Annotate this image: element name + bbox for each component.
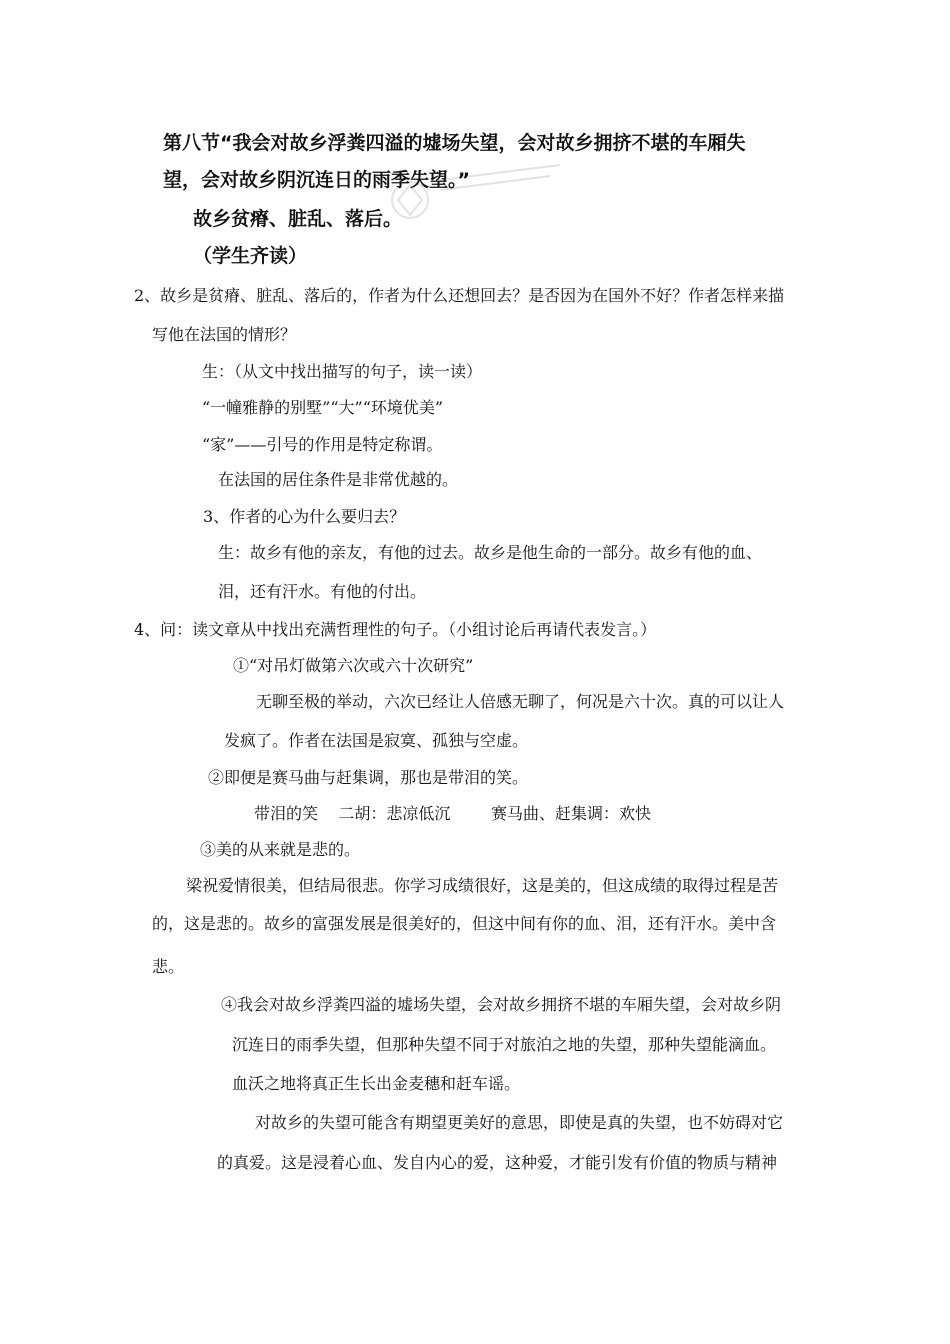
q2-line2: 写他在法国的情形？ [152, 325, 297, 344]
q2-answer1: 生：（从文中找出描写的句子，读一读） [202, 362, 483, 381]
q4-item3: ③美的从来就是悲的。 [200, 840, 361, 859]
q3-line1: 3、作者的心为什么要归去？ [203, 507, 406, 526]
watermark-logo [370, 140, 570, 250]
section8-line4: （学生齐读） [193, 245, 308, 267]
q4-item4: ④我会对故乡浮粪四溢的墟场失望，会对故乡拥挤不堪的车厢失望，会对故乡阴 [221, 995, 782, 1014]
q2-answer4: 在法国的居住条件是非常优越的。 [218, 470, 459, 489]
q4-item3-line3: 悲。 [152, 957, 185, 976]
q4-item4-line3: 对故乡的失望可能含有期望更美好的意思，即使是真的失望，也不妨碍对它 [255, 1113, 784, 1132]
q4-item1-line1: 无聊至极的举动，六次已经让人倍感无聊了，何况是六十次。真的可以让人 [256, 692, 785, 711]
section8-line3: 故乡贫瘠、脏乱、落后。 [193, 208, 403, 230]
q4-item4-line2: 血沃之地将真正生长出金麦穗和赶车谣。 [232, 1074, 521, 1093]
q2-answer2: “一幢雅静的别墅”“大”“环境优美” [202, 398, 444, 417]
q4-item2-line1: 带泪的笑 二胡：悲凉低沉 赛马曲、赶集调：欢快 [254, 804, 652, 823]
q3-answer1: 生：故乡有他的亲友，有他的过去。故乡是他生命的一部分。故乡有他的血、 [218, 543, 763, 562]
q4-line1: 4、问：读文章从中找出充满哲理性的句子。（小组讨论后再请代表发言。） [134, 620, 657, 639]
q3-answer2: 泪，还有汗水。有他的付出。 [218, 582, 427, 601]
q4-item3-line2: 的，这是悲的。故乡的富强发展是很美好的，但这中间有你的血、泪，还有汗水。美中含 [152, 914, 777, 933]
q4-item1: ①“对吊灯做第六次或六十次研究” [233, 656, 474, 675]
q2-line1: 2、故乡是贫瘠、脏乱、落后的，作者为什么还想回去？是否因为在国外不好？作者怎样来描 [134, 286, 785, 305]
q4-item2: ②即便是赛马曲与赶集调，那也是带泪的笑。 [208, 768, 529, 787]
section8-line2: 望，会对故乡阴沉连日的雨季失望。” [163, 169, 470, 191]
q4-item4-line4: 的真爱。这是浸着心血、发自内心的爱，这种爱，才能引发有价值的物质与精神 [217, 1153, 778, 1172]
q4-item4-line1: 沉连日的雨季失望，但那种失望不同于对旅泊之地的失望，那种失望能滴血。 [232, 1035, 777, 1054]
section8-line1: 第八节“我会对故乡浮粪四溢的墟场失望，会对故乡拥挤不堪的车厢失 [163, 132, 746, 154]
q4-item3-line1: 梁祝爱情很美，但结局很悲。你学习成绩很好，这是美的，但这成绩的取得过程是苦 [186, 876, 779, 895]
q4-item1-line2: 发疯了。作者在法国是寂寞、孤独与空虚。 [224, 731, 529, 750]
q2-answer3: “家”——引号的作用是特定称谓。 [202, 435, 443, 454]
